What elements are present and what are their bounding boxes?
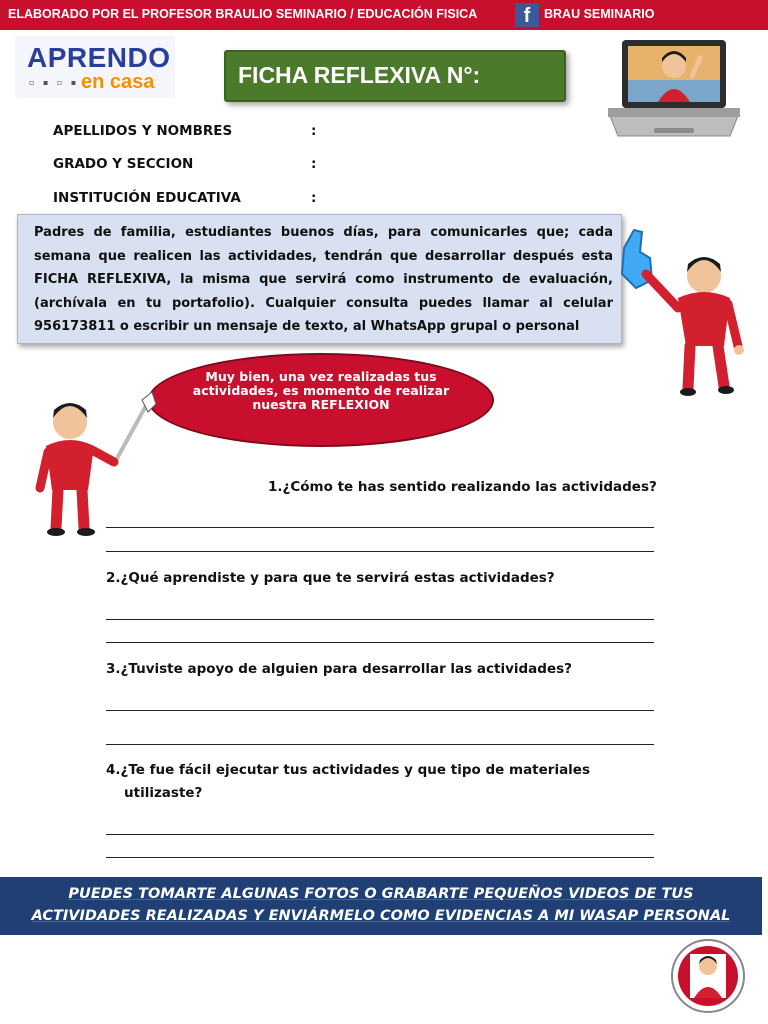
question-3: 3.¿Tuviste apoyo de alguien para desarrollar las actividades? (106, 661, 572, 677)
speech-bubble-text: Muy bien, una vez realizadas tus actividades, es momento de realizar nuestra REFLEXION (192, 369, 450, 412)
answer-line[interactable] (106, 642, 654, 643)
facebook-icon[interactable]: f (515, 3, 539, 27)
header-bar (0, 0, 768, 30)
question-4: 4.¿Te fue fácil ejecutar tus actividades y que tipo de materiales (106, 762, 590, 778)
answer-line[interactable] (106, 744, 654, 745)
answer-line[interactable] (106, 527, 654, 528)
question-4-continued: utilizaste? (124, 785, 203, 801)
field-colon-institution: : (311, 190, 317, 206)
answer-line[interactable] (106, 619, 654, 620)
avatar-badge-illustration (670, 936, 746, 1016)
facebook-page-name[interactable]: BRAU SEMINARIO (544, 7, 655, 21)
field-colon-grade: : (311, 156, 317, 172)
aprendo-en-casa-logo (15, 36, 175, 98)
field-colon-names: : (311, 123, 317, 139)
answer-line[interactable] (106, 834, 654, 835)
speech-bubble (148, 353, 494, 447)
field-label-names: APELLIDOS Y NOMBRES (53, 123, 233, 139)
footer-line-2: ACTIVIDADES REALIZADAS Y ENVIÁRMELO COMO EVIDENCIAS A MI WASAP PERSONAL (31, 908, 731, 924)
notice-text: Padres de familia, estudiantes buenos días, para comunicarles que; cada semana que realicen las actividades, tendrán que desarrollar después esta FICHA REFLEXIVA, la misma que servirá como instrumento de evaluación, (archívala en tu portafolio). Cualquier consulta puedes llamar al celular 956173811 o escribir un mensaje de texto, al WhatsApp grupal o personal (34, 225, 613, 334)
question-2: 2.¿Qué aprendiste y para que te servirá estas actividades? (106, 570, 555, 586)
author-text: ELABORADO POR EL PROFESOR BRAULIO SEMINARIO / EDUCACIÓN FISICA (8, 7, 478, 21)
laptop-avatar-illustration (608, 36, 740, 142)
answer-line[interactable] (106, 857, 654, 858)
question-1: 1.¿Cómo te has sentido realizando las actividades? (268, 479, 657, 495)
character-foam-hand-illustration (616, 228, 746, 400)
footer-banner (0, 877, 762, 935)
character-pointer-illustration (30, 392, 160, 540)
answer-line[interactable] (106, 710, 654, 711)
logo-text-aprendo: APRENDO (27, 42, 171, 73)
footer-line-1: PUEDES TOMARTE ALGUNAS FOTOS O GRABARTE PEQUEÑOS VIDEOS DE TUS (68, 886, 694, 902)
notice-box (17, 214, 622, 344)
field-label-institution: INSTITUCIÓN EDUCATIVA (53, 190, 241, 206)
answer-line[interactable] (106, 551, 654, 552)
logo-text-en-casa: en casa (81, 71, 155, 93)
logo-dots: ▫ ▪ ▫ ▪ (29, 78, 80, 87)
worksheet-title: FICHA REFLEXIVA N°: (238, 62, 481, 88)
field-label-grade: GRADO Y SECCION (53, 156, 194, 172)
worksheet-title-box (224, 50, 566, 102)
